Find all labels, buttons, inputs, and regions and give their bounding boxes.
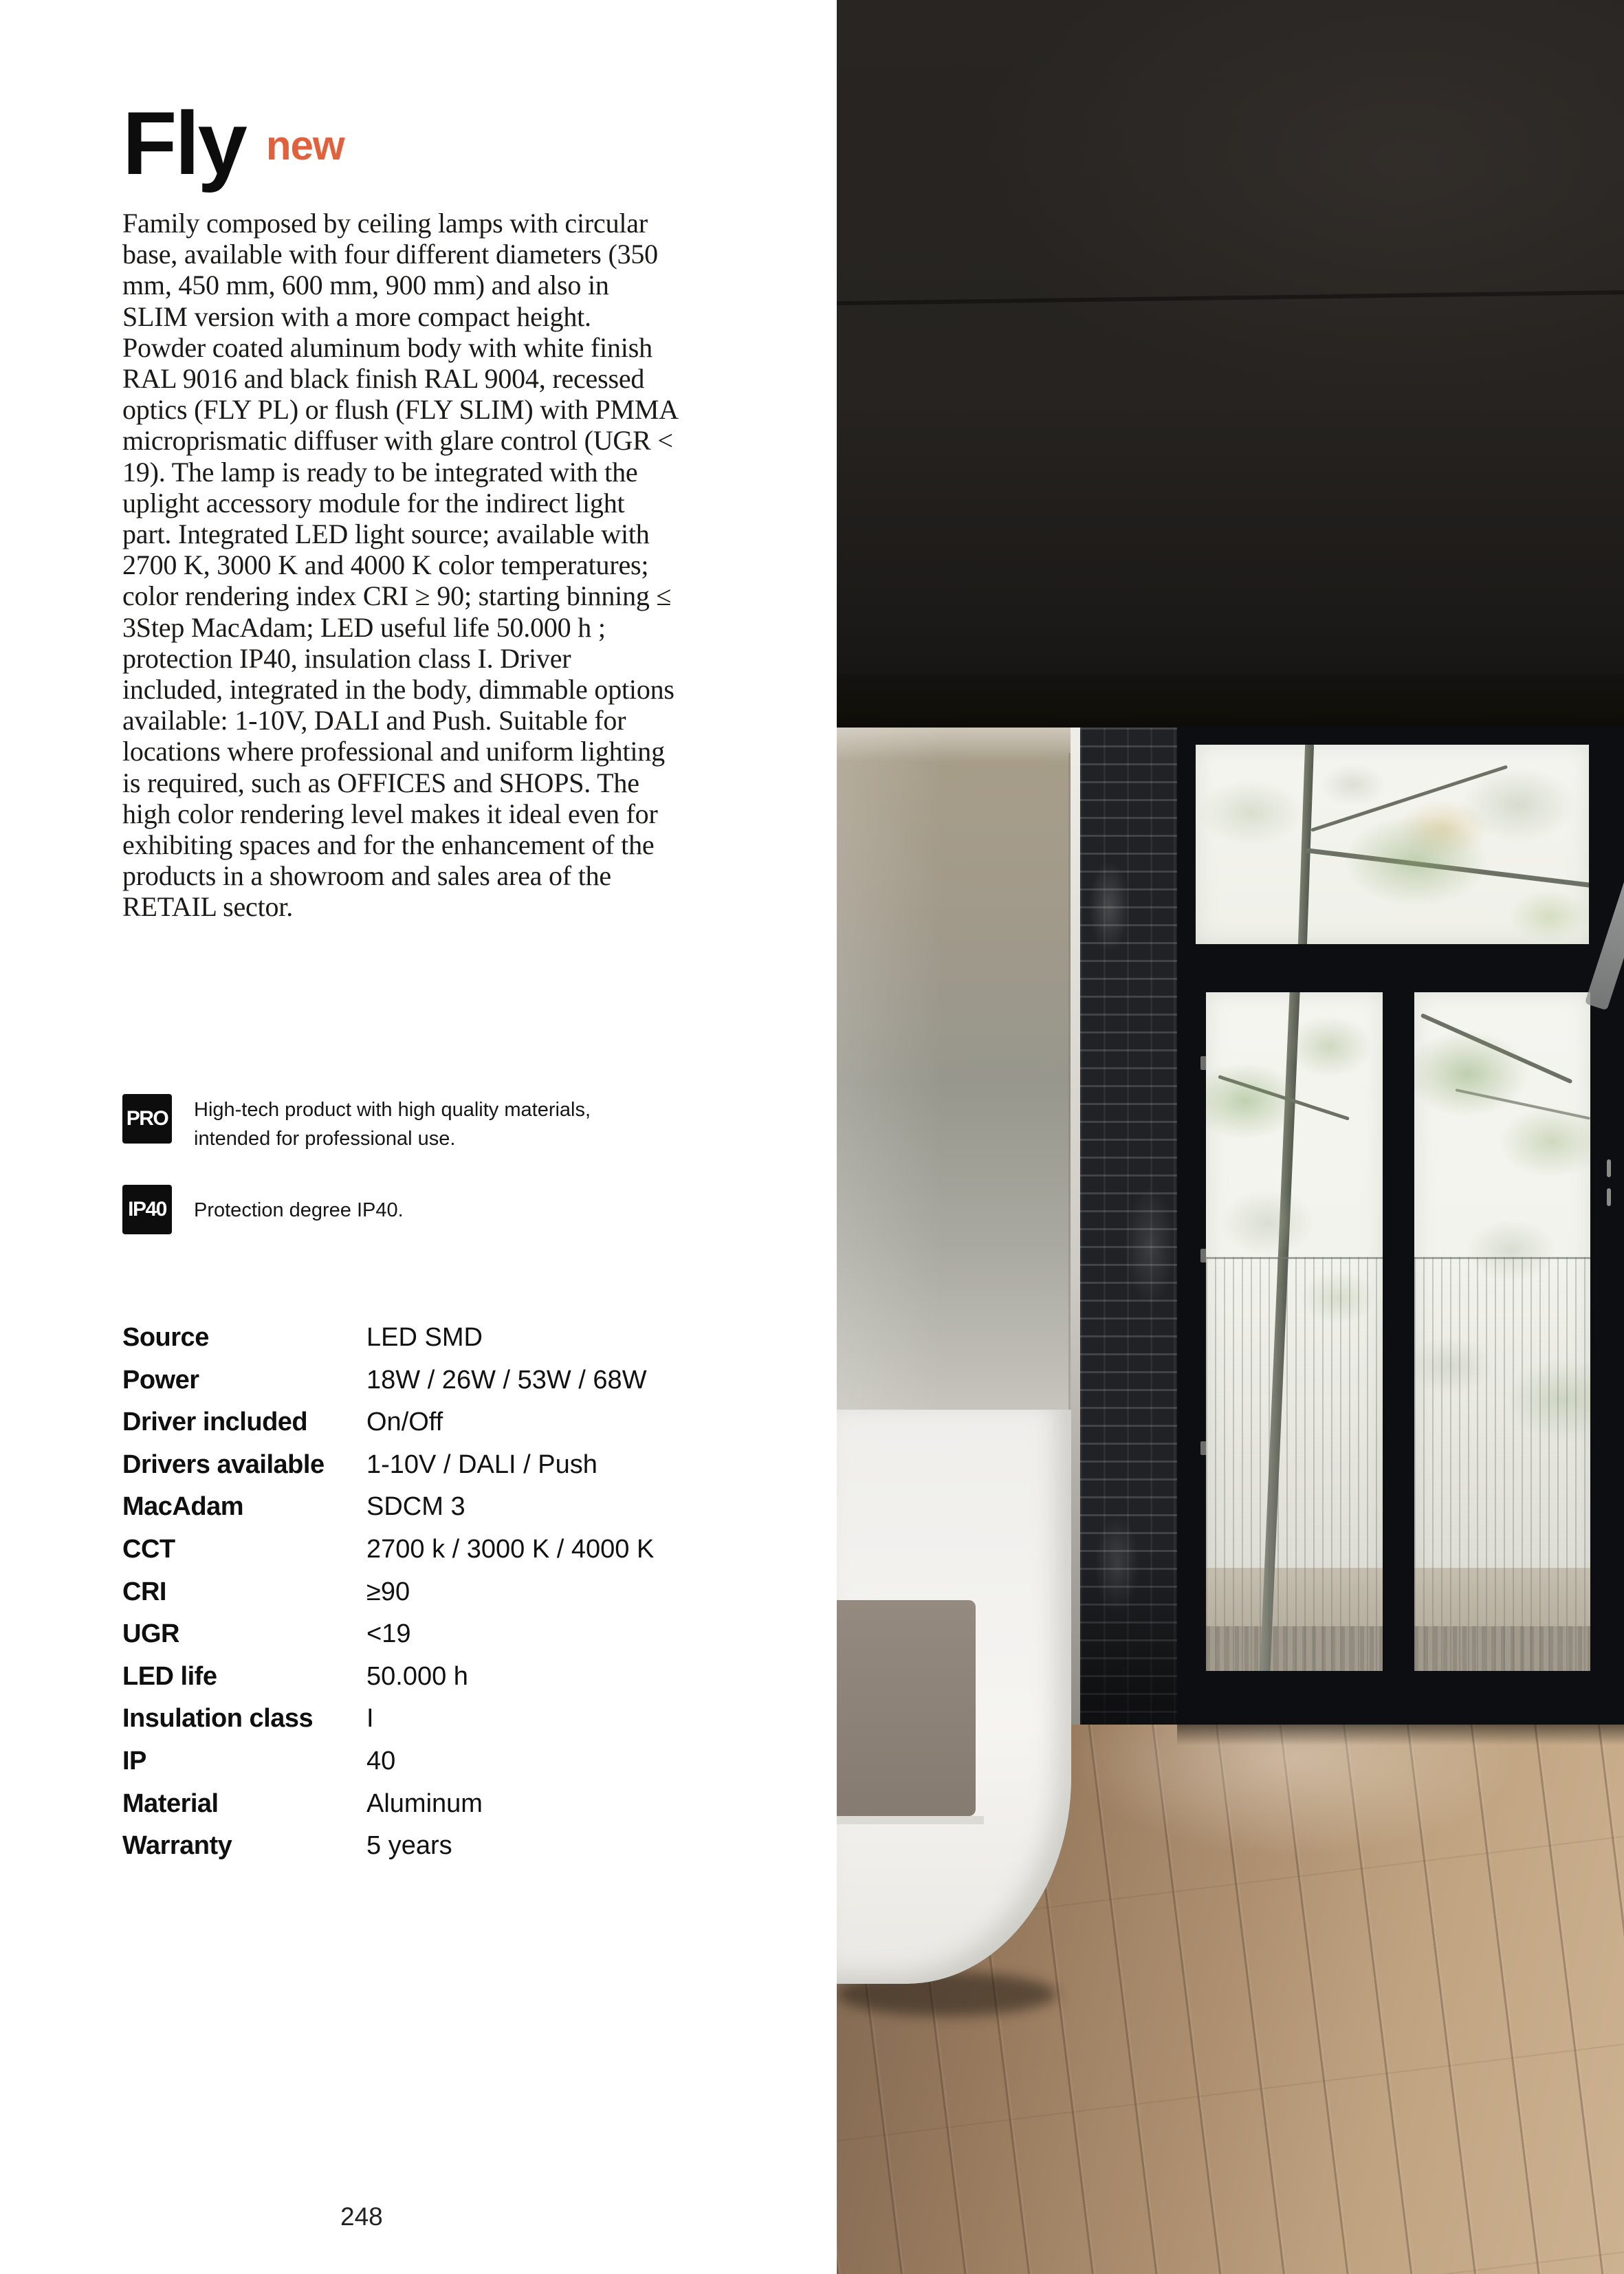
door-handle (1607, 1159, 1611, 1177)
spec-label: Driver included (122, 1408, 308, 1437)
photo-lit-wall-edge (1071, 728, 1080, 1725)
spec-value: Aluminum (366, 1789, 483, 1818)
spec-row (122, 1408, 810, 1450)
photo-plaster-wall (837, 728, 1071, 1410)
photo-door-threshold-shadow (1177, 1725, 1624, 1745)
bench-cushion (837, 1600, 976, 1816)
spec-row (122, 1704, 810, 1747)
spec-row (122, 1535, 810, 1577)
spec-table (122, 1323, 810, 1874)
spec-value: ≥90 (366, 1577, 410, 1606)
door-hinge (1200, 1441, 1207, 1455)
ip40-badge: IP40 (122, 1185, 172, 1234)
spec-label: Drivers available (122, 1450, 325, 1479)
spec-value: 1-10V / DALI / Push (366, 1450, 597, 1479)
spec-value: 40 (366, 1746, 396, 1775)
spec-label: IP (122, 1746, 146, 1775)
tree-leaves (1196, 745, 1589, 944)
spec-value: 50.000 h (366, 1661, 468, 1691)
product-title-row (122, 93, 344, 193)
wire-fence (1414, 1257, 1590, 1671)
spec-row (122, 1831, 810, 1874)
bench-seat-edge (837, 1816, 984, 1824)
spec-value: 5 years (366, 1831, 452, 1861)
spec-label: UGR (122, 1619, 179, 1649)
wire-fence (1206, 1257, 1383, 1671)
spec-value: SDCM 3 (366, 1492, 465, 1522)
spec-row (122, 1747, 810, 1789)
photo-dark-ceiling (837, 0, 1624, 728)
spec-label: MacAdam (122, 1492, 243, 1522)
spec-row (122, 1450, 810, 1493)
page-title: Fly (122, 93, 245, 193)
spec-value: LED SMD (366, 1323, 483, 1352)
page-number: 248 (340, 2202, 383, 2231)
new-badge: new (265, 122, 344, 168)
spec-row (122, 1789, 810, 1832)
spec-row (122, 1577, 810, 1620)
spec-label: CCT (122, 1534, 175, 1564)
interior-photo (837, 0, 1624, 2274)
spec-row (122, 1323, 810, 1366)
frame-reflection (1585, 876, 1624, 1011)
product-description: Family composed by ceiling lamps with circular base, available with four different diameters (350 mm, 450 mm, 600 mm, 900 mm) and also in SLIM version with a more compact height. Powder coated aluminum body with white finish RAL 9016 and black finish RAL 9004, recessed optics (FLY PL) or flush (FLY SLIM) with PMMA microprismatic diffuser with glare control (UGR < 19). The lamp is ready to be integrated with the uplight accessory module for the indirect light part. Integrated LED light source; available with 2700 K, 3000 K and 4000 K color temperatures; color rendering index CRI ≥ 90; starting binning ≤ 3Step MacAdam; LED useful life 50.000 h ; protection IP40, insulation class I. Driver included, integrated in the body, dimmable options available: 1-10V, DALI and Push. Suitable for locations where professional and uniform lighting is required, such as OFFICES and SHOPS. The high color rendering level makes it ideal even for exhibiting spaces and for the enhancement of the products in a showroom and sales area of the RETAIL sector. (122, 208, 677, 923)
door-hinge (1200, 1056, 1207, 1070)
spec-label: LED life (122, 1661, 217, 1691)
photo-white-bench (837, 1410, 1071, 1984)
spec-value: 2700 k / 3000 K / 4000 K (366, 1534, 655, 1564)
window-right-door-pane (1414, 992, 1590, 1671)
spec-value: On/Off (366, 1408, 443, 1437)
pro-badge: PRO (122, 1094, 172, 1144)
photo-ceiling-beam (837, 674, 1624, 729)
door-handle (1607, 1188, 1611, 1206)
spec-row (122, 1662, 810, 1705)
feature-ip40 (122, 1185, 404, 1234)
pro-feature-text: High-tech product with high quality materials, intended for professional use. (194, 1099, 591, 1150)
spec-row (122, 1492, 810, 1535)
ip40-feature-text: Protection degree IP40. (194, 1199, 404, 1221)
spec-label: Source (122, 1323, 209, 1352)
spec-label: CRI (122, 1577, 166, 1606)
spec-value: I (366, 1704, 374, 1734)
door-hinge (1200, 1249, 1207, 1262)
spec-value: 18W / 26W / 53W / 68W (366, 1365, 647, 1395)
ceiling-joint-line (837, 290, 1624, 306)
window-transom-pane (1196, 745, 1589, 944)
feature-pro (122, 1094, 644, 1153)
spec-label: Power (122, 1365, 199, 1395)
spec-label: Insulation class (122, 1704, 314, 1734)
window-left-door-pane (1206, 992, 1383, 1671)
photo-window-doors (1177, 726, 1624, 1725)
spec-label: Warranty (122, 1831, 232, 1861)
spec-label: Material (122, 1789, 219, 1818)
photo-brick-column (1080, 728, 1177, 1725)
spec-value: <19 (366, 1619, 411, 1649)
spec-row (122, 1366, 810, 1408)
spec-row (122, 1619, 810, 1662)
